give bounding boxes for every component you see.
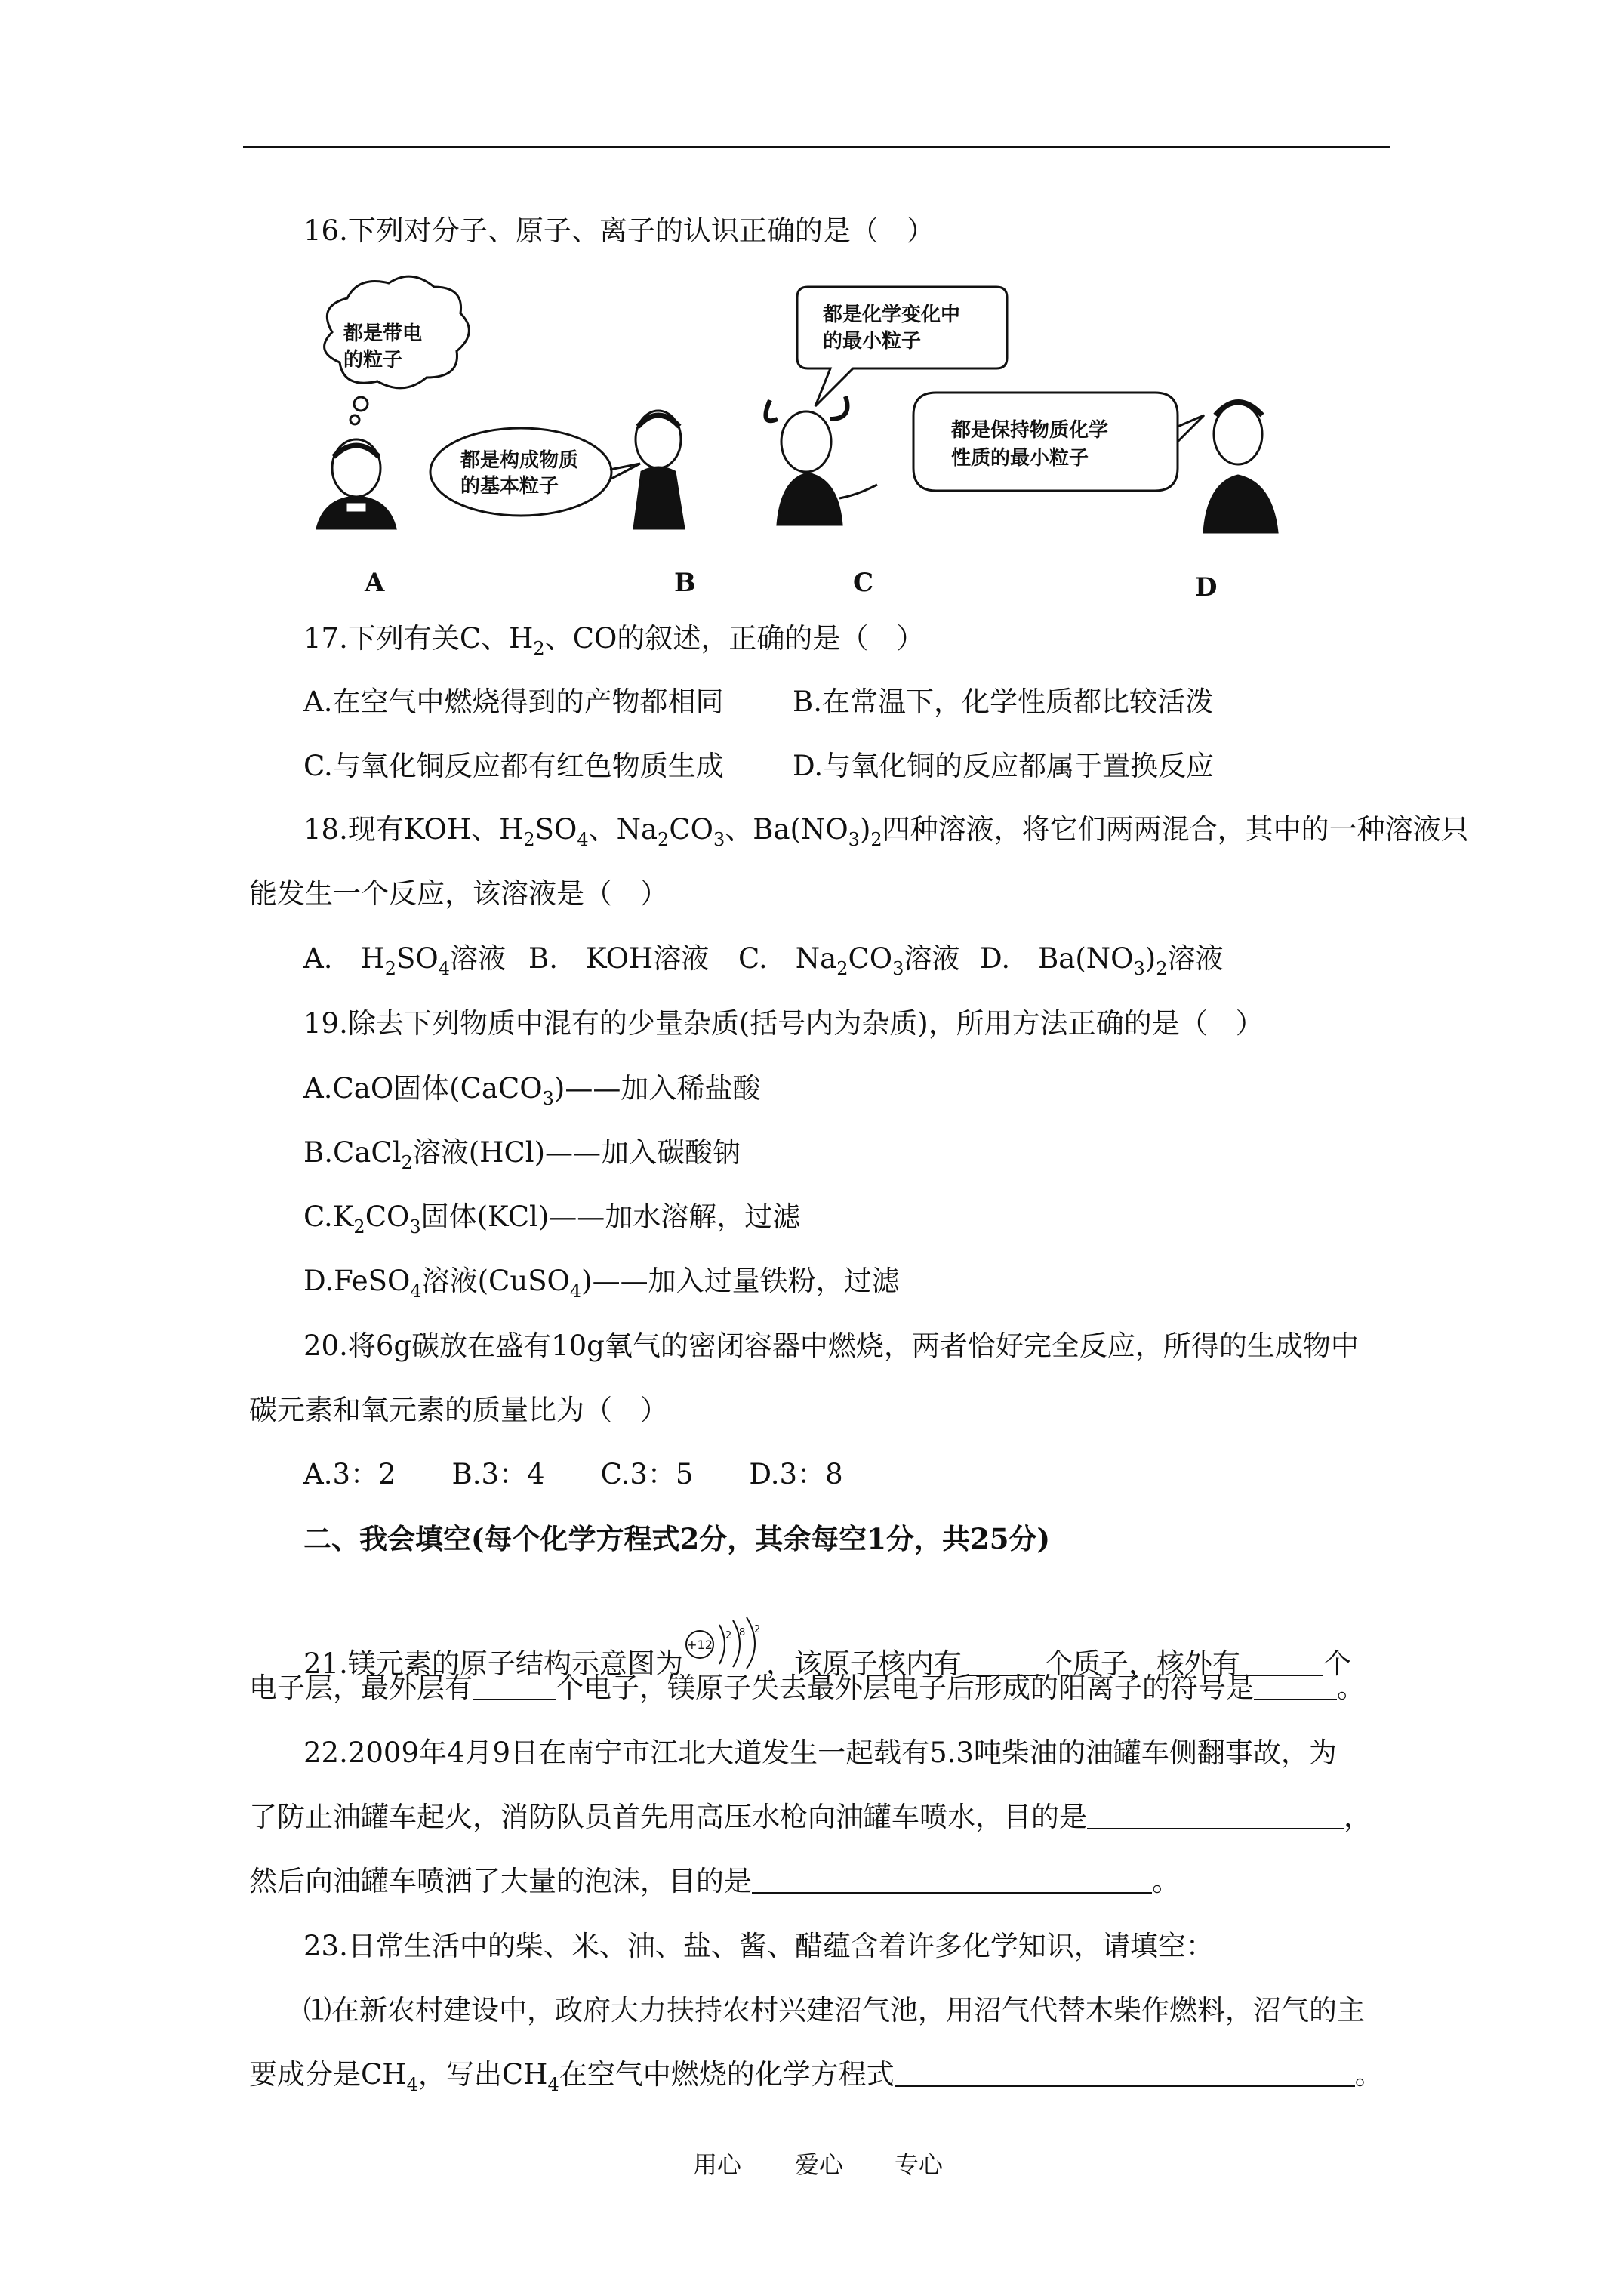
q21-line1: 21.镁元素的原子结构示意图为 +12 2 8 2 ，该原子核内有 个质子，核外有 个 [303, 1616, 1351, 1682]
q22-line1: 22.2009年4月9日在南宁市江北大道发生一起载有5.3吨柴油的油罐车侧翻事故，为 [303, 1737, 1337, 1769]
q18-option-a: A. $H_2SO_4$溶液 [303, 942, 506, 979]
svg-text:8: 8 [738, 1627, 746, 1638]
q17-stem: 17.下列有关C、$H_2$、CO的叙述，正确的是（ ） [303, 622, 925, 659]
q21-blank-ion-symbol[interactable] [1254, 1676, 1337, 1700]
q20-stem-line1: 20.将6g碳放在盛有10g氧气的密闭容器中燃烧，两者恰好完全反应，所得的生成物中 [303, 1330, 1359, 1362]
person-c-icon [765, 396, 877, 525]
q21-blank-outer-electrons[interactable] [473, 1676, 556, 1700]
footer-text-1: 用心 [693, 2150, 742, 2179]
q19-option-a: A.CaO固体(CaCO$_3$)——加入稀盐酸 [303, 1072, 761, 1109]
q16-label-c: C [853, 568, 874, 598]
section-2-heading: 二、我会填空(每个化学方程式2分，其余每空1分，共25分) [303, 1522, 1050, 1555]
q18-option-d: D. $Ba(NO_3)_2$溶液 [980, 942, 1224, 979]
q23-part1-line1: ⑴在新农村建设中，政府大力扶持农村兴建沼气池，用沼气代替木柴作燃料，沼气的主 [303, 1994, 1365, 2026]
q21-line2: 电子层，最外层有 个电子，镁原子失去最外层电子后形成的阳离子的符号是 。 [249, 1672, 1365, 1704]
svg-text:+12: +12 [686, 1638, 713, 1652]
q22-line2: 了防止油罐车起火，消防队员首先用高压水枪向油罐车喷水，目的是 ， [249, 1801, 1372, 1833]
q16-cartoon-figure [302, 272, 1298, 596]
bubble-b [430, 428, 611, 516]
q20-stem-line2: 碳元素和氧元素的质量比为（ ） [249, 1394, 668, 1426]
q19-stem: 19.除去下列物质中混有的少量杂质(括号内为杂质)，所用方法正确的是（ ） [303, 1007, 1264, 1040]
q20-options: A.3：2 B.3：4 C.3：5 D.3：8 [303, 1458, 843, 1490]
bubble-d-line1: 都是保持物质化学 [951, 419, 1109, 442]
person-b-icon [634, 411, 684, 529]
q17-option-c: C.与氧化铜反应都有红色物质生成 [303, 750, 724, 782]
bubble-d [913, 393, 1178, 491]
q18-option-b: B. KOH溶液 [528, 942, 710, 975]
q17-option-d: D.与氧化铜的反应都属于置换反应 [793, 750, 1215, 782]
person-d-icon [1204, 402, 1277, 533]
footer-text-3: 专心 [895, 2150, 944, 2179]
q19-option-d: D.FeSO$_4$溶液(CuSO$_4$)——加入过量铁粉，过滤 [303, 1265, 900, 1302]
header-rule [243, 146, 1390, 148]
bubble-d-line2: 性质的最小粒子 [951, 447, 1089, 470]
q22-blank-water-purpose[interactable] [1087, 1805, 1344, 1829]
q22-blank-foam-purpose[interactable] [752, 1869, 1152, 1894]
q16-stem: 16.下列对分子、原子、离子的认识正确的是（ ） [303, 214, 935, 247]
magnesium-atom-structure-icon [683, 1616, 766, 1669]
person-a-icon [317, 439, 396, 529]
bubble-a-line2: 的粒子 [343, 349, 403, 371]
footer-text-2: 爱心 [795, 2150, 844, 2179]
q16-label-a: A [365, 568, 385, 598]
q16-label-b: B [674, 568, 696, 598]
q18-stem-line1: 18.现有KOH、$H_2SO_4$、$Na_2CO_3$、$Ba(NO_3)_2$四种溶液，将它们两两混合，其中的一种溶液只 [303, 813, 1469, 850]
bubble-c-line1: 都是化学变化中 [823, 304, 961, 326]
q17-option-b: B.在常温下，化学性质都比较活泼 [793, 686, 1213, 718]
bubble-a-line1: 都是带电 [343, 322, 423, 345]
svg-text:2: 2 [725, 1630, 732, 1641]
q17-option-a: A.在空气中燃烧得到的产物都相同 [303, 686, 724, 718]
q18-stem-line2: 能发生一个反应，该溶液是（ ） [249, 877, 668, 910]
q19-option-c: $C.K_2CO_3$固体(KCl)——加水溶解，过滤 [303, 1200, 801, 1237]
q18-option-c: C. $Na_2CO_3$溶液 [738, 942, 960, 979]
q16-label-d: D [1195, 572, 1218, 603]
q23-blank-equation[interactable] [895, 2063, 1355, 2087]
bubble-b-line1: 都是构成物质 [460, 449, 579, 472]
q22-line3: 然后向油罐车喷洒了大量的泡沫，目的是 。 [249, 1865, 1180, 1897]
svg-text:2: 2 [753, 1624, 761, 1635]
bubble-b-line2: 的基本粒子 [460, 475, 559, 498]
q23-part1-line2: 要成分是$CH_4$，写出$CH_4$在空气中燃烧的化学方程式 。 [249, 2058, 1383, 2095]
q23-stem: 23.日常生活中的柴、米、油、盐、酱、醋蕴含着许多化学知识，请填空： [303, 1930, 1214, 1962]
bubble-c-line2: 的最小粒子 [823, 330, 922, 353]
q19-option-b: B.CaCl$_2$溶液(HCl)——加入碳酸钠 [303, 1136, 741, 1173]
